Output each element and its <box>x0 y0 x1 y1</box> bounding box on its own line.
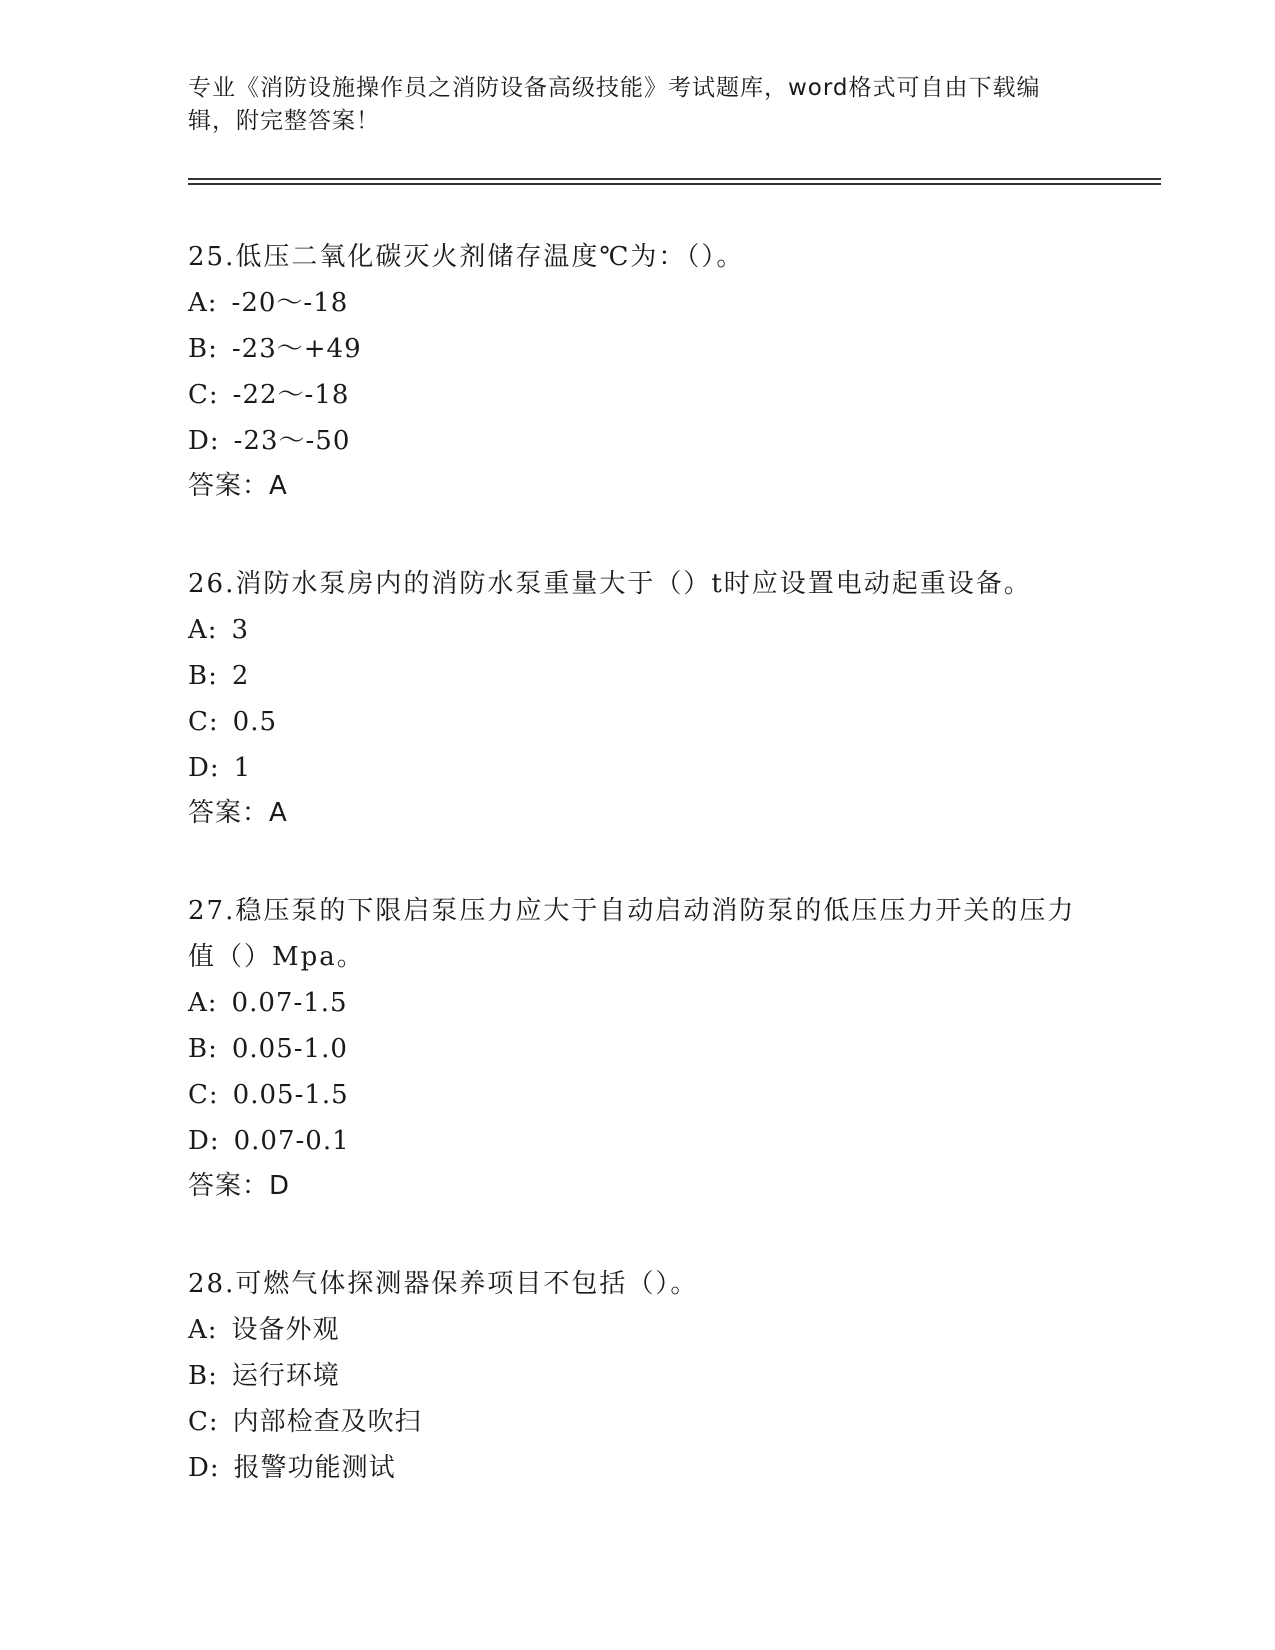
option-separator: : <box>209 426 220 456</box>
question-stem: 26.消防水泵房内的消防水泵重量大于（）t时应设置电动起重设备。 <box>188 569 1032 599</box>
question-28 <box>188 1261 1088 1491</box>
option-letter: C <box>188 380 209 410</box>
option-text: 运行环境 <box>231 1361 340 1391</box>
option-text: 1 <box>233 753 252 783</box>
option-text: 3 <box>231 615 250 645</box>
option-separator: : <box>208 1361 218 1391</box>
option-letter: D <box>188 753 210 783</box>
option-c <box>188 699 1088 745</box>
option-separator: : <box>207 615 218 645</box>
document-header: 专业《消防设施操作员之消防设备高级技能》考试题库，word格式可自由下载编辑，附完整答案！ <box>188 75 1041 134</box>
option-separator: : <box>209 753 220 783</box>
question-25 <box>188 234 1088 508</box>
option-d <box>188 418 1088 464</box>
option-separator: : <box>208 1407 219 1437</box>
option-letter: D <box>188 1126 210 1156</box>
option-separator: : <box>208 707 219 737</box>
option-text: 0.05-1.5 <box>232 1080 349 1110</box>
option-letter: A <box>188 1315 208 1345</box>
question-stem: 25.低压二氧化碳灭火剂储存温度℃为：（）。 <box>188 242 745 272</box>
option-c <box>188 372 1088 418</box>
option-separator: : <box>208 334 218 364</box>
option-separator: : <box>209 1453 220 1483</box>
option-b <box>188 1026 1088 1072</box>
option-c <box>188 1399 1088 1445</box>
question-list <box>188 234 1088 1544</box>
option-letter: D <box>188 1453 210 1483</box>
question-27 <box>188 888 1088 1208</box>
option-text: 0.05-1.0 <box>231 1034 348 1064</box>
question-stem: 27.稳压泵的下限启泵压力应大于自动启动消防泵的低压压力开关的压力值（）Mpa。 <box>188 896 1076 972</box>
header-divider-bottom <box>188 183 1161 185</box>
header-divider-top <box>188 178 1161 180</box>
option-text: -23～-50 <box>233 426 351 456</box>
option-separator: : <box>208 380 219 410</box>
option-b <box>188 653 1088 699</box>
option-letter: A <box>188 988 208 1018</box>
option-letter: A <box>188 288 208 318</box>
option-separator: : <box>209 1126 220 1156</box>
option-text: -23～+49 <box>231 334 362 364</box>
option-text: 内部检查及吹扫 <box>232 1407 422 1437</box>
option-letter: C <box>188 1080 209 1110</box>
option-separator: : <box>207 288 218 318</box>
option-separator: : <box>208 1034 218 1064</box>
option-d <box>188 1445 1088 1491</box>
option-letter: C <box>188 707 209 737</box>
option-letter: C <box>188 1407 209 1437</box>
option-letter: B <box>188 1034 209 1064</box>
option-a <box>188 980 1088 1026</box>
option-text: 0.07-0.1 <box>233 1126 350 1156</box>
option-text: 报警功能测试 <box>233 1453 396 1483</box>
option-text: -20～-18 <box>231 288 349 318</box>
option-text: 0.07-1.5 <box>231 988 348 1018</box>
question-26 <box>188 561 1088 835</box>
option-separator: : <box>207 1315 218 1345</box>
option-c <box>188 1072 1088 1118</box>
answer-line: 答案：A <box>188 471 288 501</box>
option-d <box>188 745 1088 791</box>
option-separator: : <box>208 1080 219 1110</box>
option-d <box>188 1118 1088 1164</box>
option-a <box>188 280 1088 326</box>
option-separator: : <box>207 988 218 1018</box>
option-letter: A <box>188 615 208 645</box>
option-a <box>188 607 1088 653</box>
option-b <box>188 1353 1088 1399</box>
option-text: 设备外观 <box>231 1315 340 1345</box>
option-letter: B <box>188 1361 209 1391</box>
option-b <box>188 326 1088 372</box>
option-separator: : <box>208 661 218 691</box>
option-text: 0.5 <box>232 707 278 737</box>
option-letter: B <box>188 661 209 691</box>
question-stem: 28.可燃气体探测器保养项目不包括（）。 <box>188 1269 699 1299</box>
option-a <box>188 1307 1088 1353</box>
option-text: 2 <box>231 661 250 691</box>
answer-line: 答案：A <box>188 798 288 828</box>
option-letter: B <box>188 334 209 364</box>
option-letter: D <box>188 426 210 456</box>
option-text: -22～-18 <box>232 380 350 410</box>
answer-line: 答案：D <box>188 1171 291 1201</box>
